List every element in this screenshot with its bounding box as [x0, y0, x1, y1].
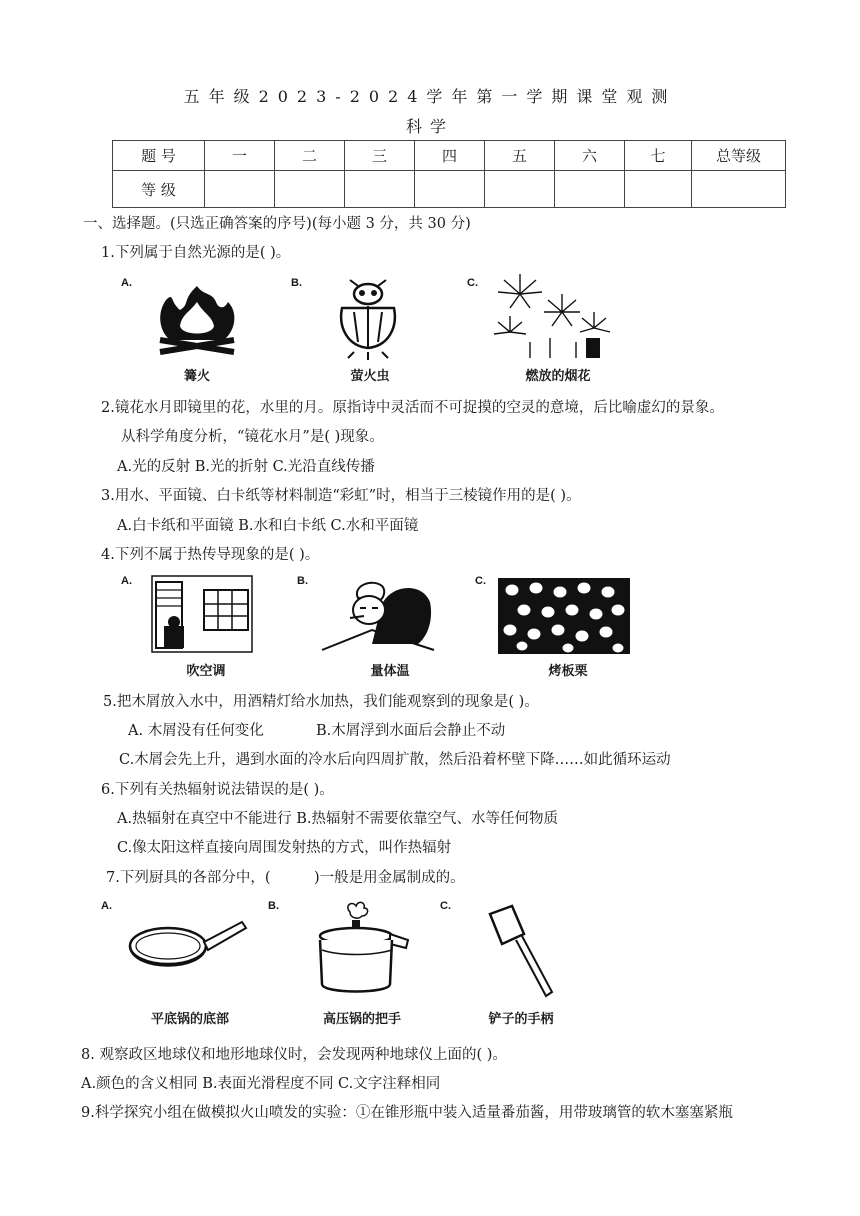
- roasted-chestnuts-icon: [498, 578, 630, 654]
- question-2-line1: 2.镜花水月即镜里的花，水里的月。原指诗中灵活而不可捉摸的空灵的意境，后比喻虚幻的景象。: [101, 400, 724, 416]
- q7-label-b: B.: [268, 900, 279, 912]
- score-header-cell: 二: [275, 141, 345, 171]
- spatula-icon: [486, 904, 556, 1004]
- firefly-icon: [328, 278, 408, 360]
- question-1-stem: 1.下列属于自然光源的是( )。: [101, 245, 291, 261]
- grade-input-cell[interactable]: [555, 171, 625, 208]
- q7-caption-b: 高压锅的把手: [322, 1011, 401, 1026]
- fireworks-icon: [490, 272, 615, 360]
- q4-label-a: A.: [121, 575, 132, 587]
- question-4-stem: 4.下列不属于热传导现象的是( )。: [101, 547, 320, 563]
- question-2-line2: 从科学角度分析，“镜花水月”是( )现象。: [121, 429, 384, 445]
- q1-label-b: B.: [291, 277, 302, 289]
- score-header-cell: 一: [205, 141, 275, 171]
- question-6-option-c: C.像太阳这样直接向周围发射热的方式，叫作热辐射: [117, 840, 452, 856]
- q1-caption-a: 篝火: [183, 368, 210, 383]
- q4-caption-a: 吹空调: [186, 663, 226, 678]
- q4-caption-b: 量体温: [370, 663, 410, 678]
- subject-title: 科学: [405, 117, 454, 136]
- question-6-stem: 6.下列有关热辐射说法错误的是( )。: [101, 782, 334, 798]
- q7-label-c: C.: [440, 900, 451, 912]
- grade-input-cell[interactable]: [345, 171, 415, 208]
- q7-caption-c: 铲子的手柄: [488, 1011, 554, 1026]
- grade-input-cell[interactable]: [415, 171, 485, 208]
- question-9-stem: 9.科学探究小组在做模拟火山喷发的实验：①在锥形瓶中装入适量番茄酱，用带玻璃管的软木塞塞紧瓶: [81, 1105, 733, 1121]
- question-2-options: A.光的反射 B.光的折射 C.光沿直线传播: [117, 459, 375, 475]
- grade-input-cell[interactable]: [205, 171, 275, 208]
- q4-label-c: C.: [475, 575, 486, 587]
- score-header-cell: 四: [415, 141, 485, 171]
- question-8-stem: 8. 观察政区地球仪和地形地球仪时，会发现两种地球仪上面的( )。: [81, 1047, 507, 1063]
- question-8-options: A.颜色的含义相同 B.表面光滑程度不同 C.文字注释相同: [81, 1076, 441, 1092]
- score-header-cell: 三: [345, 141, 415, 171]
- score-header-cell: 题 号: [113, 141, 205, 171]
- score-header-cell: 六: [555, 141, 625, 171]
- question-7-stem: 7.下列厨具的各部分中，( )一般是用金属制成的。: [106, 870, 465, 886]
- grade-label-cell: 等 级: [113, 171, 205, 208]
- grade-input-cell[interactable]: [275, 171, 345, 208]
- q4-caption-c: 烤板栗: [548, 663, 588, 678]
- q1-label-a: A.: [121, 277, 132, 289]
- grade-input-cell[interactable]: [692, 171, 786, 208]
- score-header-cell: 总等级: [692, 141, 786, 171]
- frying-pan-icon: [128, 912, 248, 992]
- question-6-options-ab: A.热辐射在真空中不能进行 B.热辐射不需要依靠空气、水等任何物质: [117, 811, 558, 827]
- question-5-option-b: B.木屑浮到水面后会静止不动: [316, 723, 506, 739]
- score-table-grade-row: [113, 171, 786, 208]
- q1-label-c: C.: [467, 277, 478, 289]
- bonfire-icon: [152, 280, 242, 360]
- score-header-cell: 七: [625, 141, 692, 171]
- score-header-cell: 五: [485, 141, 555, 171]
- question-3-options: A.白卡纸和平面镜 B.水和白卡纸 C.水和平面镜: [117, 518, 419, 534]
- question-5-stem: 5.把木屑放入水中，用酒精灯给水加热，我们能观察到的现象是( )。: [103, 694, 539, 710]
- page-title: 五年级2023-2024学年第一学期课堂观测: [183, 87, 677, 106]
- grade-input-cell[interactable]: [625, 171, 692, 208]
- question-5-option-a: A. 木屑没有任何变化: [128, 723, 264, 739]
- grade-input-cell[interactable]: [485, 171, 555, 208]
- section-heading: 一、选择题。(只选正确答案的序号)(每小题 3 分，共 30 分): [83, 216, 471, 232]
- question-5-option-c: C.木屑会先上升，遇到水面的冷水后向四周扩散，然后沿着杯壁下降……如此循环运动: [119, 752, 671, 768]
- pressure-cooker-icon: [310, 900, 414, 996]
- q4-label-b: B.: [297, 575, 308, 587]
- question-3-stem: 3.用水、平面镜、白卡纸等材料制造“彩虹”时，相当于三棱镜作用的是( )。: [101, 488, 581, 504]
- q7-caption-a: 平底锅的底部: [150, 1011, 229, 1026]
- thermometer-person-icon: [322, 578, 434, 652]
- score-table-header-row: [113, 141, 786, 171]
- air-conditioner-room-icon: [152, 576, 252, 652]
- q7-label-a: A.: [101, 900, 112, 912]
- score-table: [112, 140, 786, 208]
- q1-caption-b: 萤火虫: [350, 368, 390, 383]
- q1-caption-c: 燃放的烟花: [525, 368, 591, 383]
